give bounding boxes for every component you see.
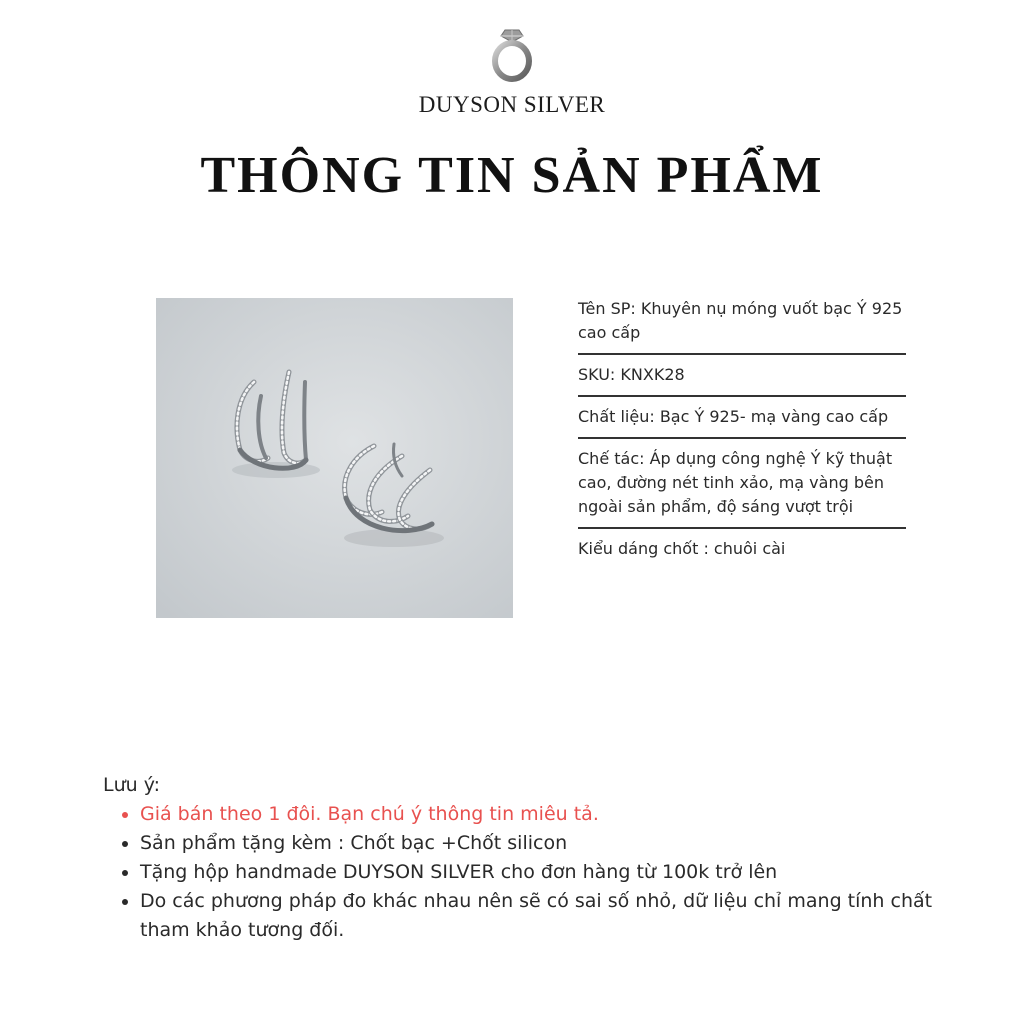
notes-heading: Lưu ý: — [103, 774, 160, 796]
claw-earrings-image — [156, 298, 513, 618]
note-item: • Do các phương pháp đo khác nhau nên sẽ có sai số nhỏ, dữ liệu chỉ mang tính chất tham khảo tương đối. — [140, 887, 943, 945]
note-item: • Sản phẩm tặng kèm : Chốt bạc +Chốt silicon — [140, 829, 943, 858]
spec-craftsmanship: Chế tác: Áp dụng công nghệ Ý kỹ thuật cao, đường nét tinh xảo, mạ vàng bên ngoài sản phẩm, độ sáng vượt trội — [578, 447, 906, 529]
spec-product-name: Tên SP: Khuyên nụ móng vuốt bạc Ý 925 cao cấp — [578, 297, 906, 355]
note-item: • Tặng hộp handmade DUYSON SILVER cho đơn hàng từ 100k trở lên — [140, 858, 943, 887]
spec-material: Chất liệu: Bạc Ý 925- mạ vàng cao cấp — [578, 405, 906, 439]
product-photo — [156, 298, 513, 618]
page-title: THÔNG TIN SẢN PHẨM — [200, 147, 824, 204]
brand-name: DUYSON SILVER — [418, 92, 606, 117]
spec-sku: SKU: KNXK28 — [578, 363, 906, 397]
notes-list — [103, 800, 943, 945]
spec-list — [578, 297, 906, 577]
note-item: • Giá bán theo 1 đôi. Bạn chú ý thông tin miêu tả. — [140, 800, 943, 829]
diamond-ring-icon — [487, 26, 537, 82]
notes-section — [103, 771, 943, 945]
spec-clasp-style: Kiểu dáng chốt : chuôi cài — [578, 539, 786, 558]
